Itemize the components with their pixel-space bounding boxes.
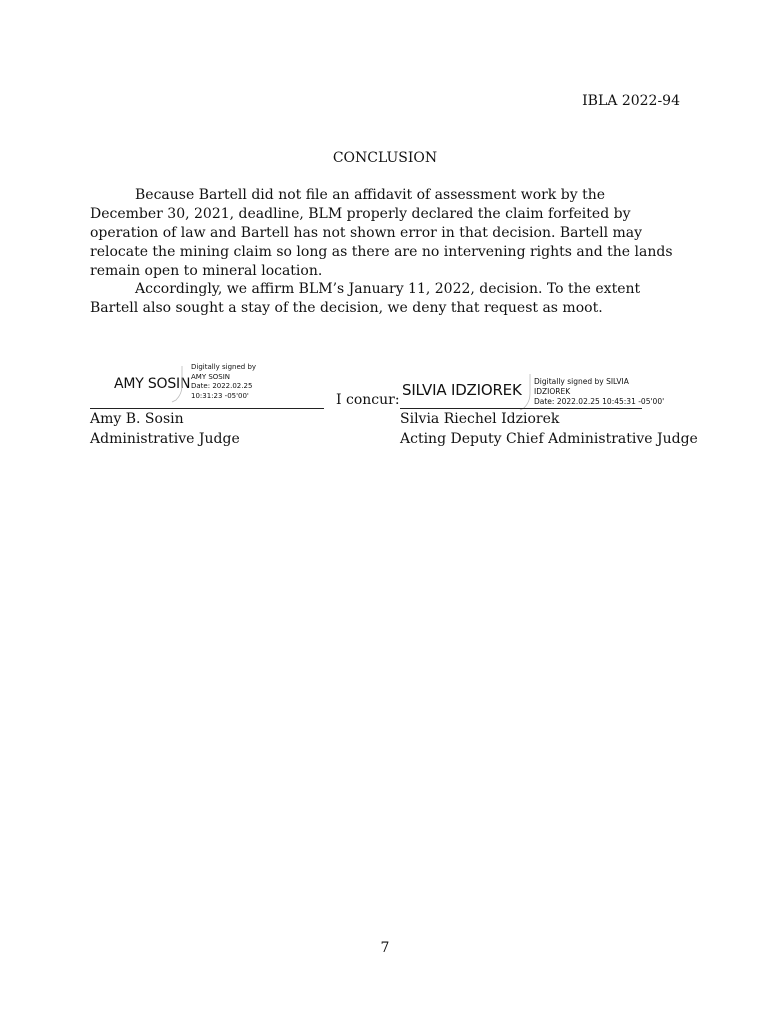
signer-left: [90, 409, 240, 449]
digital-signature-left: [90, 360, 330, 408]
section-heading: CONCLUSION: [332, 150, 438, 166]
signer-name: Amy B. Sosin: [90, 411, 184, 427]
digital-signature-name: SILVIA IDZIOREK: [402, 381, 522, 399]
signer-name: Silvia Riechel Idziorek: [400, 411, 560, 427]
digital-signature-details: Digitally signed by AMY SOSIN Date: 2022.02.25 10:31:23 -05'00': [191, 363, 257, 400]
signer-title: Administrative Judge: [90, 431, 240, 447]
paragraph-1: Because Bartell did not file an affidavit of assessment work by the December 30, 2021, deadline, BLM properly declared the claim forfeited by operation of law and Bartell has not shown error in that decision. Bartell may relocate the mining claim so long as there are no intervening rights and the lands remain open to mineral location.: [90, 187, 673, 279]
page-number: 7: [380, 940, 390, 956]
digital-signature-name: AMY SOSIN: [114, 376, 191, 392]
paragraph-2: Accordingly, we affirm BLM’s January 11, 2022, decision. To the extent Bartell also sought a stay of the decision, we deny that request as moot.: [90, 281, 641, 316]
signer-right: [400, 409, 698, 449]
concur-label: I concur:: [336, 392, 400, 408]
signature-flourish-icon: [518, 372, 532, 412]
signature-flourish-icon: [170, 364, 184, 404]
digital-signature-details: Digitally signed by SILVIA IDZIOREK Date: 2022.02.25 10:45:31 -05'00': [534, 377, 665, 406]
signer-title: Acting Deputy Chief Administrative Judge: [400, 431, 698, 447]
digital-signature-right: [400, 370, 670, 410]
docket-number: IBLA 2022-94: [582, 93, 680, 109]
